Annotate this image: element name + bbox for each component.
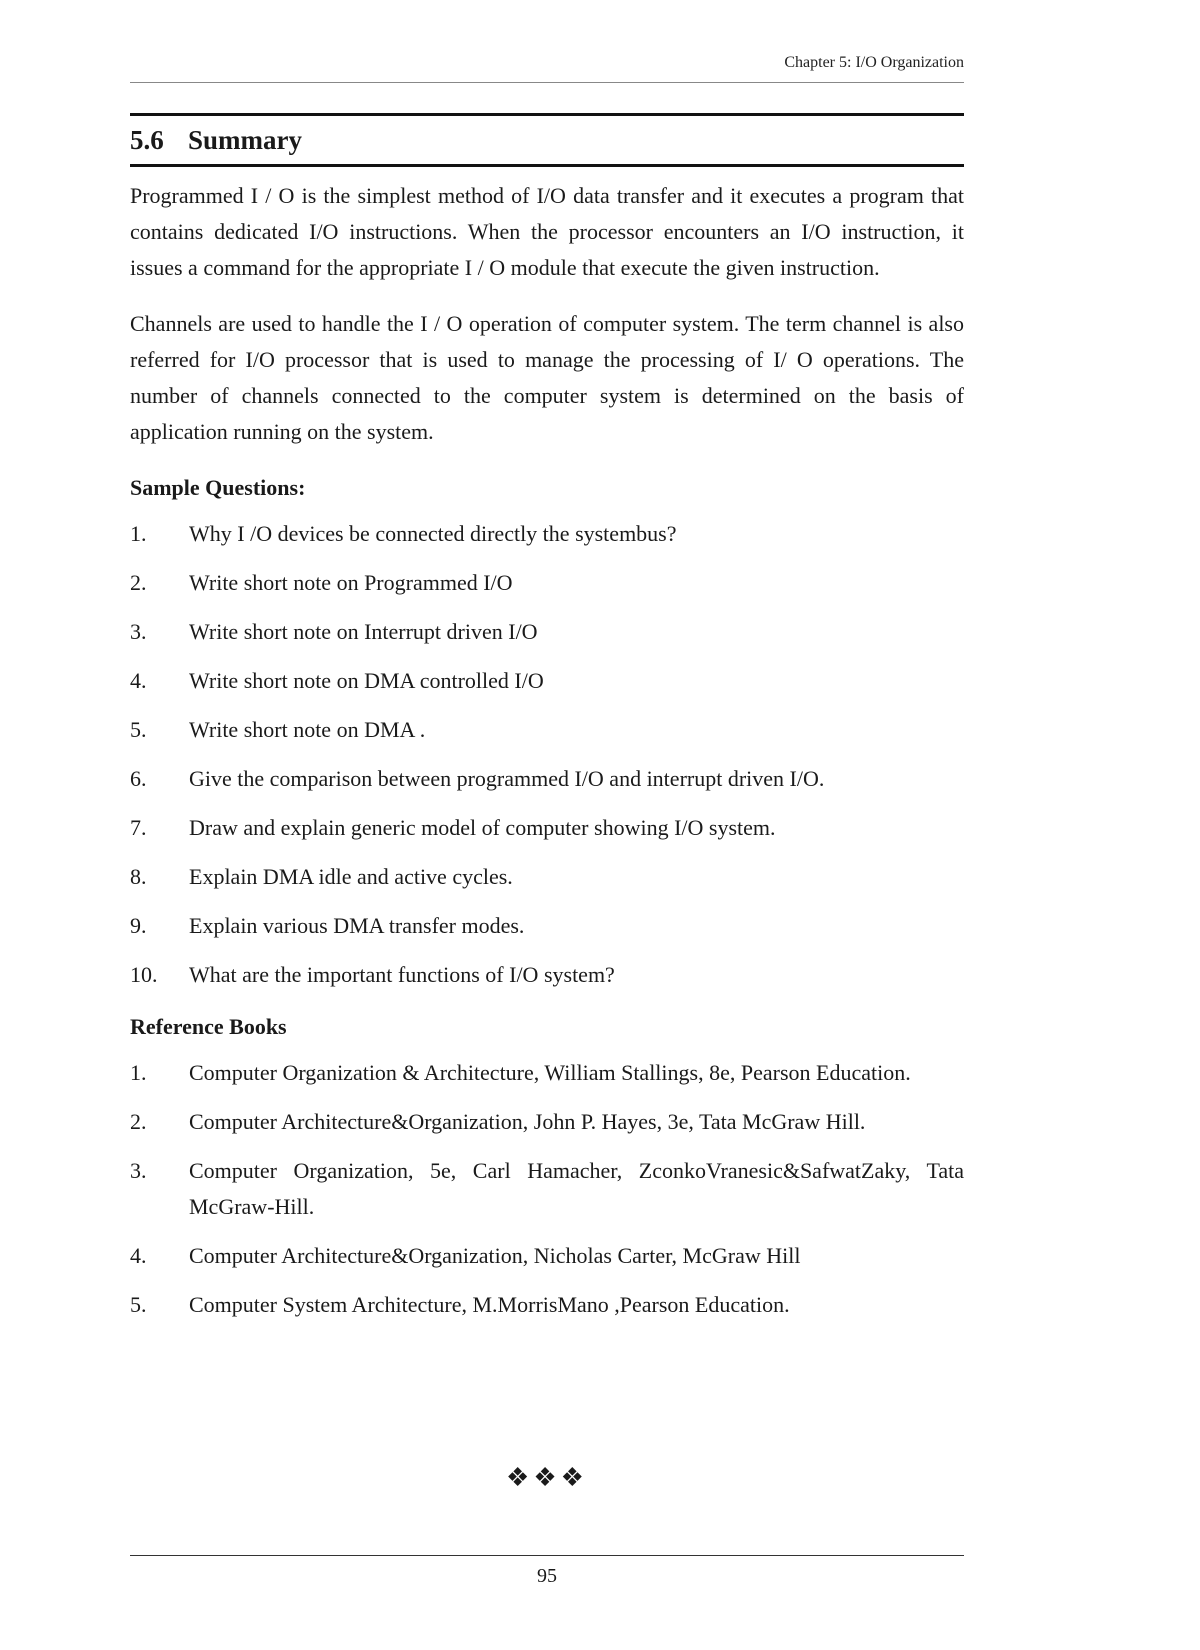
diamond-ornament-icon: ❖❖❖ bbox=[506, 1463, 588, 1492]
section-title: Summary bbox=[188, 124, 302, 155]
list-item bbox=[130, 565, 964, 601]
list-item bbox=[130, 761, 964, 797]
reference-books-list bbox=[130, 1055, 964, 1323]
item-number: 3. bbox=[130, 1158, 147, 1183]
section-number: 5.6 bbox=[130, 124, 164, 155]
item-text: Draw and explain generic model of computer showing I/O system. bbox=[189, 815, 776, 840]
page-body bbox=[130, 178, 964, 1339]
item-number: 8. bbox=[130, 864, 147, 889]
item-number: 3. bbox=[130, 619, 147, 644]
item-number: 5. bbox=[130, 1292, 147, 1317]
item-number: 2. bbox=[130, 570, 147, 595]
list-item bbox=[130, 516, 964, 552]
item-text: Explain various DMA transfer modes. bbox=[189, 913, 525, 938]
list-item bbox=[130, 1153, 964, 1225]
footer-rule bbox=[130, 1555, 964, 1556]
item-text: What are the important functions of I/O system? bbox=[189, 962, 615, 987]
list-item bbox=[130, 1238, 964, 1274]
list-item bbox=[130, 810, 964, 846]
item-text: Write short note on DMA controlled I/O bbox=[189, 668, 544, 693]
running-head: Chapter 5: I/O Organization bbox=[784, 54, 964, 71]
reference-books-heading: Reference Books bbox=[130, 1014, 287, 1039]
list-item bbox=[130, 663, 964, 699]
item-text: Explain DMA idle and active cycles. bbox=[189, 864, 513, 889]
page-number: 95 bbox=[537, 1565, 557, 1587]
list-item bbox=[130, 614, 964, 650]
item-text: Write short note on DMA . bbox=[189, 717, 426, 742]
item-text: Why I /O devices be connected directly the systembus? bbox=[189, 521, 677, 546]
header-rule bbox=[130, 82, 964, 83]
item-text: Computer Architecture&Organization, Nicholas Carter, McGraw Hill bbox=[189, 1243, 801, 1268]
list-item bbox=[130, 1104, 964, 1140]
item-text: Computer Organization & Architecture, William Stallings, 8e, Pearson Education. bbox=[189, 1060, 911, 1085]
item-text: Give the comparison between programmed I/O and interrupt driven I/O. bbox=[189, 766, 825, 791]
item-text: Computer Organization, 5e, Carl Hamacher, ZconkoVranesic&SafwatZaky, Tata McGraw-Hill. bbox=[189, 1158, 964, 1219]
item-number: 5. bbox=[130, 717, 147, 742]
list-item bbox=[130, 908, 964, 944]
item-number: 4. bbox=[130, 668, 147, 693]
list-item bbox=[130, 712, 964, 748]
summary-paragraph: Channels are used to handle the I / O operation of computer system. The term channel is also referred for I/O processor that is used to manage the processing of I/ O operations. The number of channels connected to the computer system is determined on the basis of application running on the system. bbox=[130, 311, 964, 444]
item-number: 9. bbox=[130, 913, 147, 938]
item-number: 7. bbox=[130, 815, 147, 840]
sample-questions-heading: Sample Questions: bbox=[130, 475, 306, 500]
item-number: 1. bbox=[130, 1060, 147, 1085]
item-text: Computer Architecture&Organization, John P. Hayes, 3e, Tata McGraw Hill. bbox=[189, 1109, 866, 1134]
item-number: 1. bbox=[130, 521, 147, 546]
list-item bbox=[130, 1055, 964, 1091]
list-item bbox=[130, 859, 964, 895]
section-heading bbox=[130, 113, 964, 167]
item-text: Write short note on Interrupt driven I/O bbox=[189, 619, 538, 644]
sample-questions-list bbox=[130, 516, 964, 993]
list-item bbox=[130, 957, 964, 993]
item-number: 2. bbox=[130, 1109, 147, 1134]
summary-paragraph: Programmed I / O is the simplest method of I/O data transfer and it executes a program that contains dedicated I/O instructions. When the processor encounters an I/O instruction, it issues a command for the appropriate I / O module that execute the given instruction. bbox=[130, 183, 964, 280]
item-text: Write short note on Programmed I/O bbox=[189, 570, 513, 595]
item-number: 6. bbox=[130, 766, 147, 791]
item-text: Computer System Architecture, M.MorrisMano ,Pearson Education. bbox=[189, 1292, 790, 1317]
list-item bbox=[130, 1287, 964, 1323]
item-number: 4. bbox=[130, 1243, 147, 1268]
item-number: 10. bbox=[130, 962, 158, 987]
